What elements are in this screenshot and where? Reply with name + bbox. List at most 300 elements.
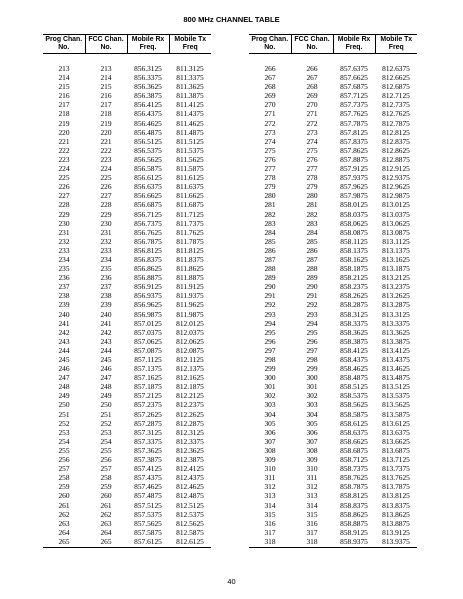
cell-mobile-tx: 813.8625 <box>382 509 410 519</box>
table-row <box>43 54 211 74</box>
cell-fcc-chan: 239 <box>100 300 112 310</box>
cell-mobile-tx: 811.3375 <box>176 73 204 83</box>
cell-fcc-chan: 243 <box>100 336 112 346</box>
cell-prog-chan: 236 <box>58 273 70 283</box>
table-row <box>249 391 417 400</box>
cell-fcc-chan: 315 <box>306 509 318 519</box>
cell-fcc-chan: 261 <box>100 500 112 510</box>
table-row <box>249 82 417 91</box>
table-row <box>249 237 417 246</box>
table-header-row <box>43 35 211 54</box>
cell-mobile-tx: 813.5625 <box>382 400 410 410</box>
cell-mobile-tx: 813.7625 <box>382 473 410 483</box>
cell-prog-chan: 249 <box>58 391 70 401</box>
cell-mobile-rx: 857.5625 <box>134 518 162 528</box>
cell-fcc-chan: 294 <box>306 318 318 328</box>
table-row <box>249 128 417 137</box>
header-mobile-rx: Mobile Rx Freq. <box>127 35 169 54</box>
cell-mobile-tx: 812.9375 <box>382 173 410 183</box>
cell-fcc-chan: 264 <box>100 527 112 537</box>
cell-fcc-chan: 295 <box>306 327 318 337</box>
cell-mobile-tx: 812.7875 <box>382 118 410 128</box>
cell-prog-chan: 250 <box>58 400 70 410</box>
cell-mobile-tx: 812.8625 <box>382 145 410 155</box>
cell-fcc-chan: 256 <box>100 455 112 465</box>
cell-fcc-chan: 229 <box>100 209 112 219</box>
cell-prog-chan: 307 <box>264 436 276 446</box>
cell-mobile-rx: 857.0625 <box>134 336 162 346</box>
cell-mobile-rx: 858.4875 <box>340 373 368 383</box>
cell-mobile-tx: 813.0875 <box>382 227 410 237</box>
cell-mobile-tx: 813.8125 <box>382 491 410 501</box>
cell-fcc-chan: 301 <box>306 382 318 392</box>
cell-prog-chan: 251 <box>58 409 70 419</box>
cell-fcc-chan: 219 <box>100 118 112 128</box>
cell-prog-chan: 270 <box>264 100 276 110</box>
cell-mobile-tx: 812.8875 <box>382 154 410 164</box>
cell-mobile-rx: 858.3625 <box>340 327 368 337</box>
cell-fcc-chan: 272 <box>306 118 318 128</box>
table-row <box>249 455 417 464</box>
cell-prog-chan: 313 <box>264 491 276 501</box>
cell-mobile-tx: 812.2625 <box>176 409 204 419</box>
cell-mobile-tx: 812.9875 <box>382 191 410 201</box>
cell-mobile-tx: 811.8125 <box>176 245 204 255</box>
table-row <box>43 164 211 173</box>
cell-prog-chan: 311 <box>264 473 276 483</box>
cell-prog-chan: 282 <box>264 209 276 219</box>
cell-mobile-rx: 858.7125 <box>340 455 368 465</box>
cell-mobile-tx: 811.5625 <box>176 154 204 164</box>
cell-prog-chan: 259 <box>58 482 70 492</box>
cell-mobile-tx: 813.4875 <box>382 373 410 383</box>
cell-fcc-chan: 303 <box>306 400 318 410</box>
table-row <box>249 446 417 455</box>
table-row <box>249 300 417 309</box>
cell-prog-chan: 267 <box>264 73 276 83</box>
cell-prog-chan: 285 <box>264 236 276 246</box>
table-row <box>43 200 211 209</box>
cell-fcc-chan: 216 <box>100 91 112 101</box>
cell-mobile-tx: 812.7375 <box>382 100 410 110</box>
cell-mobile-tx: 813.5875 <box>382 409 410 419</box>
cell-mobile-tx: 812.4125 <box>176 464 204 474</box>
cell-mobile-rx: 857.0125 <box>134 318 162 328</box>
cell-fcc-chan: 300 <box>306 373 318 383</box>
cell-mobile-tx: 811.8375 <box>176 254 204 264</box>
cell-mobile-rx: 857.2375 <box>134 400 162 410</box>
cell-mobile-tx: 811.3125 <box>176 64 204 73</box>
cell-prog-chan: 308 <box>264 445 276 455</box>
cell-prog-chan: 310 <box>264 464 276 474</box>
cell-prog-chan: 221 <box>58 136 70 146</box>
cell-mobile-rx: 856.3875 <box>134 91 162 101</box>
cell-mobile-tx: 812.1875 <box>176 382 204 392</box>
cell-mobile-rx: 856.9375 <box>134 291 162 301</box>
cell-mobile-tx: 813.4125 <box>382 345 410 355</box>
cell-prog-chan: 302 <box>264 391 276 401</box>
cell-mobile-rx: 856.8625 <box>134 264 162 274</box>
table-row <box>43 255 211 264</box>
cell-mobile-rx: 858.8875 <box>340 518 368 528</box>
table-row <box>43 219 211 228</box>
cell-mobile-rx: 858.2875 <box>340 300 368 310</box>
cell-mobile-tx: 812.0875 <box>176 345 204 355</box>
table-row <box>249 137 417 146</box>
cell-mobile-tx: 811.6125 <box>176 173 204 183</box>
cell-mobile-tx: 812.2375 <box>176 400 204 410</box>
table-row <box>249 273 417 282</box>
cell-mobile-rx: 857.5375 <box>134 509 162 519</box>
cell-mobile-tx: 811.5375 <box>176 145 204 155</box>
table-row <box>43 119 211 128</box>
cell-fcc-chan: 306 <box>306 427 318 437</box>
table-row <box>43 273 211 282</box>
cell-fcc-chan: 297 <box>306 345 318 355</box>
table-row <box>249 510 417 519</box>
cell-fcc-chan: 266 <box>306 64 318 73</box>
cell-mobile-tx: 812.1625 <box>176 373 204 383</box>
header-fcc-chan: FCC Chan. No. <box>291 35 333 54</box>
cell-fcc-chan: 318 <box>291 537 333 548</box>
cell-prog-chan: 264 <box>58 527 70 537</box>
cell-prog-chan: 284 <box>264 227 276 237</box>
cell-fcc-chan: 293 <box>306 309 318 319</box>
cell-mobile-rx: 856.6125 <box>134 173 162 183</box>
cell-mobile-tx: 813.9125 <box>382 527 410 537</box>
table-row <box>43 191 211 200</box>
cell-prog-chan: 237 <box>58 282 70 292</box>
cell-prog-chan: 281 <box>264 200 276 210</box>
cell-mobile-rx: 857.9625 <box>340 182 368 192</box>
cell-mobile-rx: 858.9125 <box>340 527 368 537</box>
cell-mobile-tx: 811.4375 <box>176 109 204 119</box>
cell-prog-chan: 214 <box>58 73 70 83</box>
cell-prog-chan: 304 <box>264 409 276 419</box>
page-title: 800 MHz CHANNEL TABLE <box>183 15 280 24</box>
cell-fcc-chan: 259 <box>100 482 112 492</box>
cell-mobile-rx: 856.5625 <box>134 154 162 164</box>
cell-mobile-tx: 812.7125 <box>382 91 410 101</box>
cell-fcc-chan: 269 <box>306 91 318 101</box>
table-row <box>43 510 211 519</box>
cell-mobile-rx: 858.6375 <box>340 427 368 437</box>
cell-mobile-rx: 857.6375 <box>340 64 368 73</box>
cell-mobile-rx: 857.7625 <box>340 109 368 119</box>
table-body-left <box>43 54 211 548</box>
cell-mobile-tx: 813.0625 <box>382 218 410 228</box>
table-row <box>249 255 417 264</box>
cell-mobile-rx: 858.2375 <box>340 282 368 292</box>
cell-mobile-rx: 858.8625 <box>340 509 368 519</box>
cell-mobile-rx: 858.5875 <box>340 409 368 419</box>
cell-fcc-chan: 290 <box>306 282 318 292</box>
cell-mobile-rx: 856.4875 <box>134 127 162 137</box>
cell-fcc-chan: 307 <box>306 436 318 446</box>
cell-fcc-chan: 244 <box>100 345 112 355</box>
cell-mobile-rx: 858.2125 <box>340 273 368 283</box>
table-row <box>249 482 417 491</box>
cell-prog-chan: 263 <box>58 518 70 528</box>
table-header-row <box>249 35 417 54</box>
cell-mobile-tx: 813.9375 <box>375 537 417 548</box>
page-number: 40 <box>227 577 236 586</box>
cell-mobile-rx: 857.3875 <box>134 455 162 465</box>
cell-fcc-chan: 253 <box>100 427 112 437</box>
cell-mobile-tx: 813.3875 <box>382 336 410 346</box>
cell-mobile-rx: 857.7125 <box>340 91 368 101</box>
cell-prog-chan: 275 <box>264 145 276 155</box>
header-mobile-rx: Mobile Rx Freq. <box>333 35 375 54</box>
cell-mobile-tx: 811.3625 <box>176 82 204 92</box>
cell-fcc-chan: 245 <box>100 355 112 364</box>
cell-prog-chan: 245 <box>58 355 70 364</box>
cell-prog-chan: 232 <box>58 236 70 246</box>
cell-mobile-rx: 857.9375 <box>340 173 368 183</box>
table-row <box>249 109 417 118</box>
table-row <box>43 355 211 364</box>
cell-prog-chan: 224 <box>58 164 70 174</box>
cell-fcc-chan: 316 <box>306 518 318 528</box>
cell-mobile-tx: 811.9875 <box>176 309 204 319</box>
table-row <box>43 464 211 473</box>
table-row <box>43 237 211 246</box>
cell-mobile-rx: 856.7875 <box>134 236 162 246</box>
cell-prog-chan: 283 <box>264 218 276 228</box>
cell-fcc-chan: 285 <box>306 236 318 246</box>
cell-mobile-tx: 812.7625 <box>382 109 410 119</box>
table-row <box>249 210 417 219</box>
cell-fcc-chan: 222 <box>100 145 112 155</box>
cell-mobile-tx: 812.2875 <box>176 418 204 428</box>
cell-prog-chan: 295 <box>264 327 276 337</box>
cell-mobile-tx: 813.6625 <box>382 436 410 446</box>
cell-prog-chan: 265 <box>43 537 85 548</box>
cell-mobile-rx: 857.4375 <box>134 473 162 483</box>
cell-fcc-chan: 279 <box>306 182 318 192</box>
cell-mobile-tx: 813.3625 <box>382 327 410 337</box>
cell-fcc-chan: 213 <box>100 64 112 73</box>
cell-prog-chan: 255 <box>58 445 70 455</box>
cell-mobile-tx: 813.1875 <box>382 264 410 274</box>
cell-mobile-rx: 856.6375 <box>134 182 162 192</box>
cell-prog-chan: 233 <box>58 245 70 255</box>
cell-mobile-tx: 812.4375 <box>176 473 204 483</box>
cell-mobile-tx: 813.0125 <box>382 200 410 210</box>
cell-mobile-rx: 857.3375 <box>134 436 162 446</box>
cell-prog-chan: 225 <box>58 173 70 183</box>
cell-prog-chan: 271 <box>264 109 276 119</box>
cell-mobile-rx: 856.8125 <box>134 245 162 255</box>
table-row <box>43 528 211 537</box>
cell-mobile-rx: 858.0875 <box>340 227 368 237</box>
header-prog-chan: Prog Chan. No. <box>249 35 291 54</box>
cell-mobile-tx: 812.3625 <box>176 445 204 455</box>
table-row <box>249 119 417 128</box>
cell-fcc-chan: 249 <box>100 391 112 401</box>
cell-mobile-rx: 857.2125 <box>134 391 162 401</box>
table-row <box>43 373 211 382</box>
cell-mobile-tx: 812.9125 <box>382 164 410 174</box>
cell-fcc-chan: 298 <box>306 355 318 364</box>
cell-prog-chan: 235 <box>58 264 70 274</box>
cell-mobile-tx: 813.8875 <box>382 518 410 528</box>
cell-fcc-chan: 240 <box>100 309 112 319</box>
cell-mobile-tx: 811.6625 <box>176 191 204 201</box>
cell-prog-chan: 273 <box>264 127 276 137</box>
cell-mobile-rx: 857.6125 <box>127 537 169 548</box>
cell-mobile-rx: 856.9125 <box>134 282 162 292</box>
cell-fcc-chan: 312 <box>306 482 318 492</box>
cell-mobile-rx: 856.4125 <box>134 100 162 110</box>
table-row <box>249 73 417 82</box>
table-row <box>249 228 417 237</box>
cell-prog-chan: 228 <box>58 200 70 210</box>
cell-prog-chan: 292 <box>264 300 276 310</box>
cell-mobile-rx: 857.1125 <box>134 355 162 364</box>
cell-fcc-chan: 235 <box>100 264 112 274</box>
table-row <box>249 146 417 155</box>
cell-mobile-tx: 812.5875 <box>176 527 204 537</box>
cell-mobile-rx: 858.4125 <box>340 345 368 355</box>
table-row <box>43 310 211 319</box>
channel-table-right <box>249 34 417 548</box>
cell-mobile-tx: 812.9625 <box>382 182 410 192</box>
cell-prog-chan: 279 <box>264 182 276 192</box>
cell-fcc-chan: 288 <box>306 264 318 274</box>
table-body-right <box>249 54 417 548</box>
table-row <box>249 528 417 537</box>
cell-mobile-rx: 858.1375 <box>340 245 368 255</box>
cell-fcc-chan: 227 <box>100 191 112 201</box>
cell-mobile-tx: 812.1125 <box>176 355 204 364</box>
cell-prog-chan: 254 <box>58 436 70 446</box>
table-row <box>249 291 417 300</box>
cell-mobile-tx: 812.3375 <box>176 436 204 446</box>
cell-mobile-rx: 856.4375 <box>134 109 162 119</box>
table-row <box>43 419 211 428</box>
cell-mobile-rx: 856.5875 <box>134 164 162 174</box>
cell-fcc-chan: 291 <box>306 291 318 301</box>
table-row <box>43 246 211 255</box>
cell-prog-chan: 247 <box>58 373 70 383</box>
cell-mobile-tx: 812.4625 <box>176 482 204 492</box>
cell-mobile-rx: 857.5125 <box>134 500 162 510</box>
cell-fcc-chan: 260 <box>100 491 112 501</box>
table-row <box>249 537 417 548</box>
cell-prog-chan: 294 <box>264 318 276 328</box>
cell-mobile-rx: 856.5375 <box>134 145 162 155</box>
cell-mobile-tx: 813.3375 <box>382 318 410 328</box>
cell-prog-chan: 260 <box>58 491 70 501</box>
cell-mobile-tx: 811.7375 <box>176 218 204 228</box>
cell-fcc-chan: 224 <box>100 164 112 174</box>
cell-mobile-tx: 812.5375 <box>176 509 204 519</box>
cell-mobile-rx: 857.1625 <box>134 373 162 383</box>
table-row <box>43 364 211 373</box>
cell-prog-chan: 293 <box>264 309 276 319</box>
cell-prog-chan: 290 <box>264 282 276 292</box>
cell-fcc-chan: 236 <box>100 273 112 283</box>
table-row <box>249 473 417 482</box>
cell-prog-chan: 296 <box>264 336 276 346</box>
table-row <box>43 282 211 291</box>
cell-mobile-tx: 813.1125 <box>382 236 410 246</box>
cell-fcc-chan: 233 <box>100 245 112 255</box>
cell-fcc-chan: 237 <box>100 282 112 292</box>
cell-mobile-tx: 811.9375 <box>176 291 204 301</box>
table-row <box>249 400 417 409</box>
cell-fcc-chan: 220 <box>100 127 112 137</box>
cell-prog-chan: 274 <box>264 136 276 146</box>
cell-fcc-chan: 284 <box>306 227 318 237</box>
cell-mobile-rx: 857.8875 <box>340 154 368 164</box>
header-prog-chan: Prog Chan. No. <box>43 35 85 54</box>
cell-mobile-tx: 811.5125 <box>176 136 204 146</box>
cell-fcc-chan: 277 <box>306 164 318 174</box>
table-row <box>43 519 211 528</box>
cell-prog-chan: 246 <box>58 364 70 374</box>
table-row <box>249 382 417 391</box>
cell-mobile-tx: 812.6375 <box>382 64 410 73</box>
cell-fcc-chan: 228 <box>100 200 112 210</box>
cell-mobile-tx: 811.4125 <box>176 100 204 110</box>
cell-prog-chan: 252 <box>58 418 70 428</box>
cell-mobile-tx: 811.3875 <box>176 91 204 101</box>
table-row <box>249 155 417 164</box>
table-row <box>249 173 417 182</box>
cell-fcc-chan: 313 <box>306 491 318 501</box>
cell-mobile-rx: 858.8375 <box>340 500 368 510</box>
cell-fcc-chan: 246 <box>100 364 112 374</box>
cell-mobile-tx: 811.5875 <box>176 164 204 174</box>
cell-mobile-tx: 813.2375 <box>382 282 410 292</box>
table-row <box>249 164 417 173</box>
cell-fcc-chan: 226 <box>100 182 112 192</box>
cell-mobile-tx: 813.8375 <box>382 500 410 510</box>
cell-prog-chan: 256 <box>58 455 70 465</box>
table-row <box>249 200 417 209</box>
cell-mobile-tx: 812.2125 <box>176 391 204 401</box>
cell-mobile-rx: 857.2625 <box>134 409 162 419</box>
cell-mobile-rx: 857.9875 <box>340 191 368 201</box>
cell-mobile-rx: 857.0875 <box>134 345 162 355</box>
cell-mobile-tx: 811.9125 <box>176 282 204 292</box>
cell-fcc-chan: 241 <box>100 318 112 328</box>
cell-mobile-tx: 812.1375 <box>176 364 204 374</box>
cell-prog-chan: 272 <box>264 118 276 128</box>
table-row <box>43 382 211 391</box>
cell-mobile-tx: 811.6875 <box>176 200 204 210</box>
table-row <box>43 137 211 146</box>
cell-prog-chan: 257 <box>58 464 70 474</box>
table-row <box>43 91 211 100</box>
cell-fcc-chan: 310 <box>306 464 318 474</box>
cell-fcc-chan: 308 <box>306 445 318 455</box>
table-row <box>43 109 211 118</box>
cell-mobile-rx: 857.8375 <box>340 136 368 146</box>
cell-prog-chan: 317 <box>264 527 276 537</box>
cell-fcc-chan: 263 <box>100 518 112 528</box>
cell-fcc-chan: 311 <box>306 473 318 483</box>
cell-mobile-rx: 856.9625 <box>134 300 162 310</box>
table-row <box>43 337 211 346</box>
cell-mobile-rx: 858.1625 <box>340 254 368 264</box>
cell-mobile-tx: 812.3875 <box>176 455 204 465</box>
cell-mobile-tx: 812.5625 <box>176 518 204 528</box>
cell-prog-chan: 299 <box>264 364 276 374</box>
cell-mobile-rx: 858.8125 <box>340 491 368 501</box>
